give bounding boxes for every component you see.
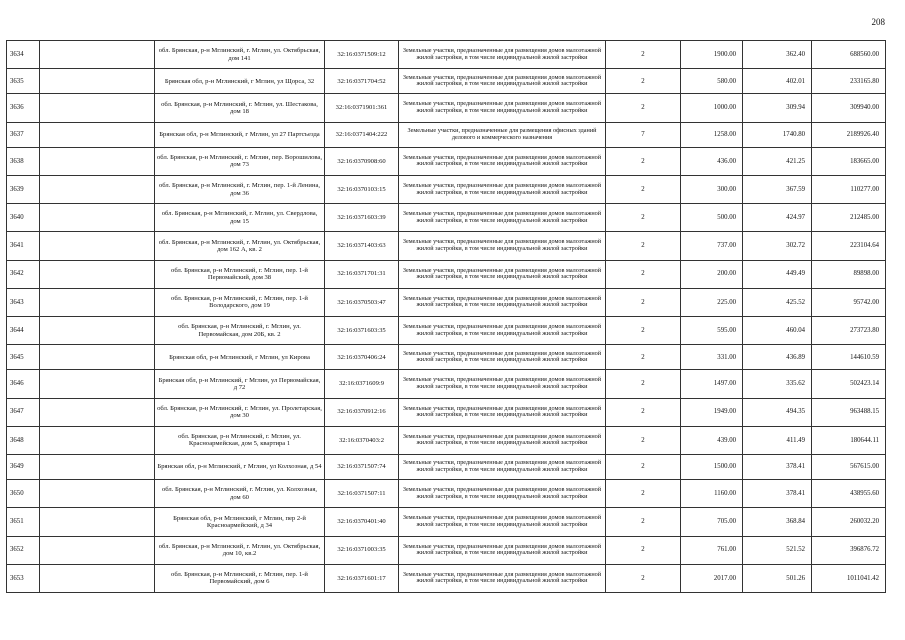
empty-cell [40,536,155,564]
group-cell: 2 [606,260,681,288]
area-cell: 300.00 [681,176,743,204]
group-cell: 2 [606,41,681,69]
empty-cell [40,370,155,398]
address-cell: Брянская обл, р-н Мглинский, г Мглин, ул Щорса, 32 [155,69,325,94]
empty-cell [40,122,155,147]
row-id-cell: 3642 [7,260,40,288]
table-row [7,41,886,69]
address-cell: Брянская обл, р-н Мглинский, г Мглин, пер 2-й Красноармейский, д 34 [155,508,325,536]
page-number: 208 [871,17,885,27]
cadastral-number-cell: 32:16:0370103:15 [325,176,399,204]
area-cell: 1497.00 [681,370,743,398]
cadastral-value-cell: 963488.15 [812,398,886,426]
cadastral-value-cell: 273723.80 [812,316,886,344]
rate-cell: 494.35 [743,398,812,426]
empty-cell [40,316,155,344]
address-cell: Брянская обл, р-н Мглинский, г Мглин, ул Первомайская, д 72 [155,370,325,398]
land-use-cell: Земельные участки, предназначенные для размещения домов малоэтажной жилой застройки, в том числе индивидуальной жилой застройки [399,232,606,260]
cadastral-number-cell: 32:16:0371404:222 [325,122,399,147]
area-cell: 439.00 [681,426,743,454]
row-id-cell: 3653 [7,564,40,592]
land-use-cell: Земельные участки, предназначенные для размещения домов малоэтажной жилой застройки, в том числе индивидуальной жилой застройки [399,260,606,288]
row-id-cell: 3634 [7,41,40,69]
row-id-cell: 3646 [7,370,40,398]
empty-cell [40,41,155,69]
area-cell: 500.00 [681,204,743,232]
cadastral-number-cell: 32:16:0370503:47 [325,288,399,316]
table-row [7,345,886,370]
cadastral-value-cell: 183665.00 [812,147,886,175]
table-row [7,316,886,344]
address-cell: обл. Брянская, р-н Мглинский, г. Мглин, ул. Октябрьская, дом 10, кв.2 [155,536,325,564]
row-id-cell: 3639 [7,176,40,204]
address-cell: Брянская обл, р-н Мглинский, г Мглин, ул Колхозная, д 54 [155,454,325,479]
group-cell: 7 [606,122,681,147]
empty-cell [40,398,155,426]
land-use-cell: Земельные участки, предназначенные для размещения домов малоэтажной жилой застройки, в том числе индивидуальной жилой застройки [399,288,606,316]
cadastral-number-cell: 32:16:0371601:17 [325,564,399,592]
empty-cell [40,426,155,454]
group-cell: 2 [606,94,681,122]
empty-cell [40,204,155,232]
table-body [7,41,886,593]
rate-cell: 402.01 [743,69,812,94]
cadastral-value-cell: 567615.00 [812,454,886,479]
cadastral-number-cell: 32:16:0370406:24 [325,345,399,370]
table-row [7,232,886,260]
cadastral-value-cell: 89898.00 [812,260,886,288]
table-row [7,564,886,592]
cadastral-number-cell: 32:16:0371609:9 [325,370,399,398]
row-id-cell: 3652 [7,536,40,564]
address-cell: обл. Брянская, р-н Мглинский, г. Мглин, ул. Пролетарская, дом 30 [155,398,325,426]
rate-cell: 425.52 [743,288,812,316]
table-row [7,454,886,479]
empty-cell [40,176,155,204]
area-cell: 705.00 [681,508,743,536]
rate-cell: 335.62 [743,370,812,398]
cadastral-value-cell: 223104.64 [812,232,886,260]
rate-cell: 411.49 [743,426,812,454]
group-cell: 2 [606,232,681,260]
land-use-cell: Земельные участки, предназначенные для размещения домов малоэтажной жилой застройки, в том числе индивидуальной жилой застройки [399,204,606,232]
row-id-cell: 3648 [7,426,40,454]
empty-cell [40,260,155,288]
row-id-cell: 3643 [7,288,40,316]
rate-cell: 368.84 [743,508,812,536]
cadastral-value-cell: 1011041.42 [812,564,886,592]
land-use-cell: Земельные участки, предназначенные для размещения домов малоэтажной жилой застройки, в том числе индивидуальной жилой застройки [399,94,606,122]
land-use-cell: Земельные участки, предназначенные для размещения домов малоэтажной жилой застройки, в том числе индивидуальной жилой застройки [399,370,606,398]
row-id-cell: 3645 [7,345,40,370]
table-row [7,69,886,94]
rate-cell: 309.94 [743,94,812,122]
group-cell: 2 [606,480,681,508]
table-row [7,94,886,122]
table-row [7,398,886,426]
cadastral-value-cell: 233165.80 [812,69,886,94]
empty-cell [40,454,155,479]
area-cell: 595.00 [681,316,743,344]
cadastral-value-cell: 95742.00 [812,288,886,316]
address-cell: Брянская обл, р-н Мглинский, г Мглин, ул Кирова [155,345,325,370]
area-cell: 331.00 [681,345,743,370]
land-use-cell: Земельные участки, предназначенные для размещения домов малоэтажной жилой застройки, в том числе индивидуальной жилой застройки [399,398,606,426]
cadastral-value-cell: 144610.59 [812,345,886,370]
address-cell: обл. Брянская, р-н Мглинский, г. Мглин, ул. Первомайская, дом 20Б, кв. 2 [155,316,325,344]
land-use-cell: Земельные участки, предназначенные для размещения домов малоэтажной жилой застройки, в том числе индивидуальной жилой застройки [399,564,606,592]
area-cell: 225.00 [681,288,743,316]
cadastral-value-cell: 2189926.40 [812,122,886,147]
land-use-cell: Земельные участки, предназначенные для размещения домов малоэтажной жилой застройки, в том числе индивидуальной жилой застройки [399,176,606,204]
cadastral-number-cell: 32:16:0371403:63 [325,232,399,260]
cadastral-value-cell: 688560.00 [812,41,886,69]
land-use-cell: Земельные участки, предназначенные для размещения домов малоэтажной жилой застройки, в том числе индивидуальной жилой застройки [399,454,606,479]
group-cell: 2 [606,345,681,370]
cadastral-number-cell: 32:16:0371901:361 [325,94,399,122]
address-cell: обл. Брянская, р-н Мглинский, г. Мглин, ул. Октябрьская, дом 141 [155,41,325,69]
rate-cell: 1740.80 [743,122,812,147]
row-id-cell: 3635 [7,69,40,94]
table-row [7,370,886,398]
area-cell: 1160.00 [681,480,743,508]
address-cell: обл. Брянская, р-н Мглинский, г. Мглин, пер. 1-й Первомайский, дом 6 [155,564,325,592]
address-cell: обл. Брянская, р-н Мглинский, г. Мглин, ул. Красноармейская, дом 5, квартира 1 [155,426,325,454]
group-cell: 2 [606,147,681,175]
address-cell: обл. Брянская, р-н Мглинский, г. Мглин, ул. Свердлова, дом 15 [155,204,325,232]
empty-cell [40,69,155,94]
cadastral-value-cell: 212485.00 [812,204,886,232]
address-cell: обл. Брянская, р-н Мглинский, г. Мглин, пер. 1-й Первомайский, дом 38 [155,260,325,288]
cadastral-number-cell: 32:16:0371603:35 [325,316,399,344]
table-row [7,536,886,564]
address-cell: обл. Брянская, р-н Мглинский, г. Мглин, пер. Ворошилова, дом 73 [155,147,325,175]
cadastral-value-cell: 110277.00 [812,176,886,204]
group-cell: 2 [606,69,681,94]
area-cell: 737.00 [681,232,743,260]
rate-cell: 362.40 [743,41,812,69]
land-use-cell: Земельные участки, предназначенные для размещения домов малоэтажной жилой застройки, в том числе индивидуальной жилой застройки [399,147,606,175]
empty-cell [40,564,155,592]
cadastral-number-cell: 32:16:0371507:74 [325,454,399,479]
address-cell: обл. Брянская, р-н Мглинский, г. Мглин, пер. 1-й Володарского, дом 19 [155,288,325,316]
rate-cell: 460.04 [743,316,812,344]
land-use-cell: Земельные участки, предназначенные для размещения домов малоэтажной жилой застройки, в том числе индивидуальной жилой застройки [399,345,606,370]
row-id-cell: 3649 [7,454,40,479]
cadastral-value-cell: 180644.11 [812,426,886,454]
area-cell: 1000.00 [681,94,743,122]
cadastral-number-cell: 32:16:0371704:52 [325,69,399,94]
empty-cell [40,147,155,175]
cadastral-number-cell: 32:16:0370912:16 [325,398,399,426]
row-id-cell: 3636 [7,94,40,122]
cadastral-value-cell: 260032.20 [812,508,886,536]
row-id-cell: 3644 [7,316,40,344]
rate-cell: 424.97 [743,204,812,232]
cadastral-number-cell: 32:16:0371003:35 [325,536,399,564]
rate-cell: 378.41 [743,480,812,508]
rate-cell: 302.72 [743,232,812,260]
cadastral-number-cell: 32:16:0371507:11 [325,480,399,508]
table-row [7,480,886,508]
cadastral-value-table [6,40,886,593]
group-cell: 2 [606,370,681,398]
table-row [7,122,886,147]
row-id-cell: 3651 [7,508,40,536]
cadastral-value-cell: 502423.14 [812,370,886,398]
row-id-cell: 3637 [7,122,40,147]
rate-cell: 378.41 [743,454,812,479]
row-id-cell: 3647 [7,398,40,426]
empty-cell [40,508,155,536]
group-cell: 2 [606,316,681,344]
cadastral-number-cell: 32:16:0371509:12 [325,41,399,69]
cadastral-number-cell: 32:16:0371603:39 [325,204,399,232]
group-cell: 2 [606,426,681,454]
group-cell: 2 [606,454,681,479]
area-cell: 580.00 [681,69,743,94]
area-cell: 436.00 [681,147,743,175]
table-row [7,147,886,175]
land-use-cell: Земельные участки, предназначенные для размещения домов малоэтажной жилой застройки, в том числе индивидуальной жилой застройки [399,41,606,69]
row-id-cell: 3640 [7,204,40,232]
cadastral-number-cell: 32:16:0370401:40 [325,508,399,536]
group-cell: 2 [606,564,681,592]
rate-cell: 449.49 [743,260,812,288]
address-cell: обл. Брянская, р-н Мглинский, г. Мглин, ул. Шестакова, дом 18 [155,94,325,122]
empty-cell [40,232,155,260]
address-cell: обл. Брянская, р-н Мглинский, г. Мглин, ул. Колхозная, дом 60 [155,480,325,508]
land-use-cell: Земельные участки, предназначенные для размещения офисных зданий делового и коммерческого назначения [399,122,606,147]
group-cell: 2 [606,398,681,426]
land-use-cell: Земельные участки, предназначенные для размещения домов малоэтажной жилой застройки, в том числе индивидуальной жилой застройки [399,426,606,454]
area-cell: 761.00 [681,536,743,564]
rate-cell: 421.25 [743,147,812,175]
group-cell: 2 [606,176,681,204]
rate-cell: 436.89 [743,345,812,370]
table-row [7,260,886,288]
cadastral-number-cell: 32:16:0370908:60 [325,147,399,175]
row-id-cell: 3638 [7,147,40,175]
empty-cell [40,480,155,508]
land-use-cell: Земельные участки, предназначенные для размещения домов малоэтажной жилой застройки, в том числе индивидуальной жилой застройки [399,69,606,94]
group-cell: 2 [606,288,681,316]
empty-cell [40,288,155,316]
area-cell: 200.00 [681,260,743,288]
group-cell: 2 [606,508,681,536]
area-cell: 1500.00 [681,454,743,479]
address-cell: обл. Брянская, р-н Мглинский, г. Мглин, ул. Октябрьская, дом 162 А, кв. 2 [155,232,325,260]
rate-cell: 367.59 [743,176,812,204]
table-row [7,288,886,316]
land-use-cell: Земельные участки, предназначенные для размещения домов малоэтажной жилой застройки, в том числе индивидуальной жилой застройки [399,508,606,536]
group-cell: 2 [606,536,681,564]
empty-cell [40,94,155,122]
group-cell: 2 [606,204,681,232]
area-cell: 1258.00 [681,122,743,147]
row-id-cell: 3641 [7,232,40,260]
row-id-cell: 3650 [7,480,40,508]
table-row [7,508,886,536]
area-cell: 2017.00 [681,564,743,592]
land-use-cell: Земельные участки, предназначенные для размещения домов малоэтажной жилой застройки, в том числе индивидуальной жилой застройки [399,480,606,508]
area-cell: 1949.00 [681,398,743,426]
rate-cell: 521.52 [743,536,812,564]
cadastral-number-cell: 32:16:0371701:31 [325,260,399,288]
empty-cell [40,345,155,370]
table-row [7,176,886,204]
table-row [7,426,886,454]
cadastral-value-cell: 309940.00 [812,94,886,122]
cadastral-value-cell: 396876.72 [812,536,886,564]
land-use-cell: Земельные участки, предназначенные для размещения домов малоэтажной жилой застройки, в том числе индивидуальной жилой застройки [399,316,606,344]
land-use-cell: Земельные участки, предназначенные для размещения домов малоэтажной жилой застройки, в том числе индивидуальной жилой застройки [399,536,606,564]
address-cell: обл. Брянская, р-н Мглинский, г. Мглин, пер. 1-й Ленина, дом 36 [155,176,325,204]
address-cell: Брянская обл, р-н Мглинский, г Мглин, ул 27 Партсъезда [155,122,325,147]
area-cell: 1900.00 [681,41,743,69]
table-row [7,204,886,232]
cadastral-value-cell: 438955.60 [812,480,886,508]
rate-cell: 501.26 [743,564,812,592]
cadastral-number-cell: 32:16:0370403:2 [325,426,399,454]
